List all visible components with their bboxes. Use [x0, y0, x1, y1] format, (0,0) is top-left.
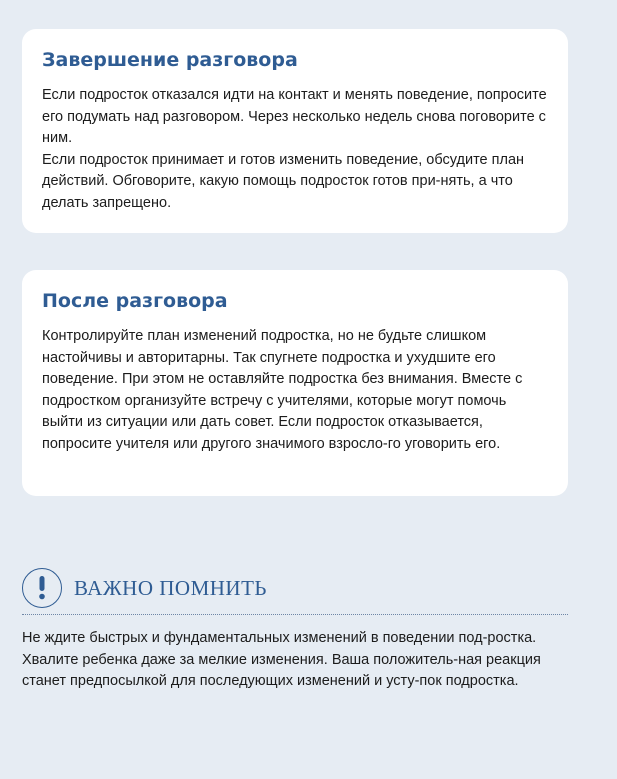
- important-header: [22, 566, 568, 610]
- section-paragraph: Если подросток принимает и готов изменить поведение, обсудите план действий. Обговорите, какую помощь подросток готов при-нять, а что делать запрещено.: [42, 151, 525, 211]
- section-card-ending: [22, 29, 568, 233]
- section-paragraph: Контролируйте план изменений подростка, но не будьте слишком настойчивы и авторитарны. Так спугнете подростка и ухудшите его поведение. При этом не оставляйте подростка без внимания. Вместе с подростком организуйте встречу с учителями, которые могут помочь выйти из ситуации или дать совет. Если подросток отказывается, попросите учителя или другого значимого взросло-го уговорить его.: [42, 328, 523, 452]
- section-title: Завершение разговора: [42, 49, 298, 71]
- exclamation-icon: [22, 568, 62, 608]
- important-text: Не ждите быстрых и фундаментальных изменений в поведении под-ростка. Хвалите ребенка даже за мелкие изменения. Ваша положитель-ная реакция станет предпосылкой для последующих изменений и усту-пок подростка.: [22, 630, 541, 689]
- section-title: После разговора: [42, 290, 228, 312]
- dotted-divider: [22, 614, 568, 615]
- important-note: [22, 566, 568, 689]
- section-card-after: [22, 270, 568, 496]
- important-title: ВАЖНО ПОМНИТЬ: [74, 575, 267, 600]
- section-paragraph: Если подросток отказался идти на контакт и менять поведение, попросите его подумать над разговором. Через несколько недель снова поговорите с ним.: [42, 87, 547, 146]
